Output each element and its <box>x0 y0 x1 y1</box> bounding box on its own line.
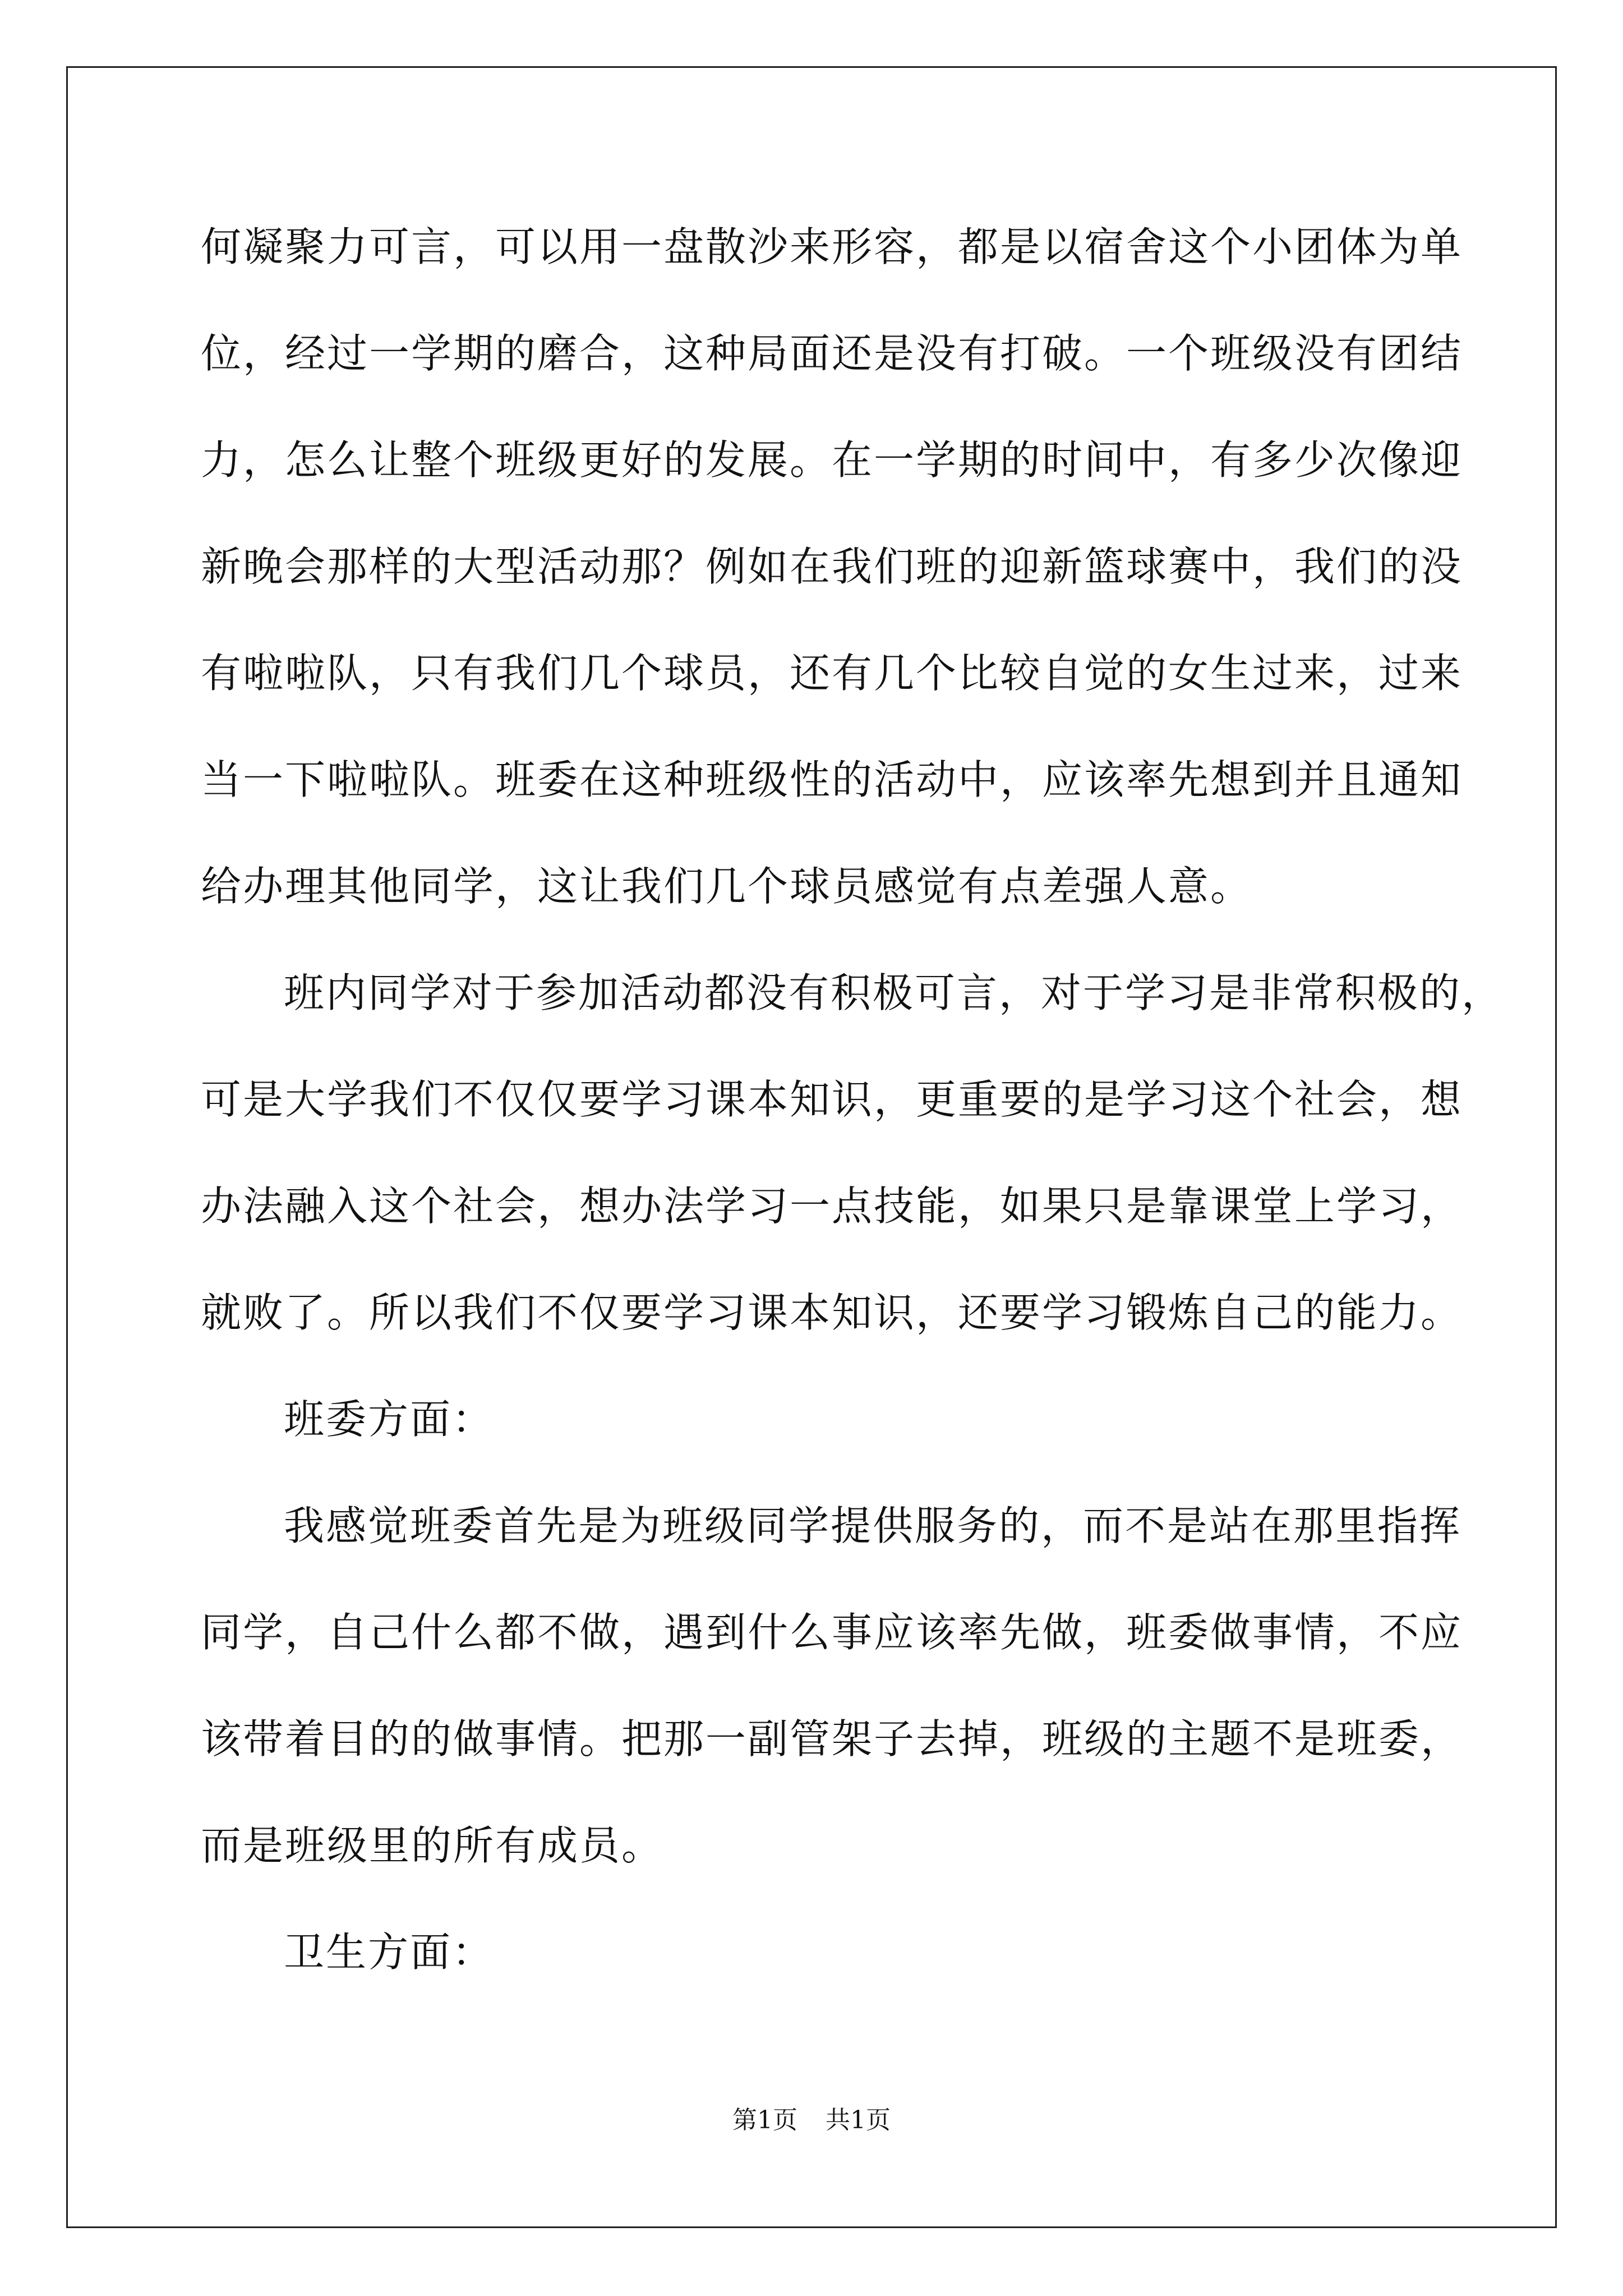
text-line: 可是大学我们不仅仅要学习课本知识，更重要的是学习这个社会，想 <box>201 1076 1463 1123</box>
text-line: 当一下啦啦队。班委在这种班级性的活动中，应该率先想到并且通知 <box>201 756 1463 803</box>
paragraph-first-line: 班内同学对于参加活动都没有积极可言，对于学习是非常积极的， <box>284 969 1504 1016</box>
page-number: 第1页 <box>732 2106 797 2134</box>
text-line: 给办理其他同学，这让我们几个球员感觉有点差强人意。 <box>201 863 1253 910</box>
section-heading: 卫生方面： <box>284 1929 495 1976</box>
text-line: 何凝聚力可言，可以用一盘散沙来形容，都是以宿舍这个小团体为单 <box>201 223 1463 270</box>
page-footer <box>0 2101 1623 2140</box>
text-line: 新晚会那样的大型活动那？例如在我们班的迎新篮球赛中，我们的没 <box>201 543 1463 590</box>
text-line: 位，经过一学期的磨合，这种局面还是没有打破。一个班级没有团结 <box>201 330 1463 377</box>
page-border <box>66 66 1557 2228</box>
text-line: 同学，自己什么都不做，遇到什么事应该率先做，班委做事情，不应 <box>201 1609 1463 1656</box>
text-line: 该带着目的的做事情。把那一副管架子去掉，班级的主题不是班委， <box>201 1715 1463 1763</box>
text-line: 力，怎么让整个班级更好的发展。在一学期的时间中，有多少次像迎 <box>201 436 1463 484</box>
text-line: 有啦啦队，只有我们几个球员，还有几个比较自觉的女生过来，过来 <box>201 650 1463 697</box>
text-line: 而是班级里的所有成员。 <box>201 1822 664 1869</box>
section-heading: 班委方面： <box>284 1396 495 1443</box>
text-line: 就败了。所以我们不仅要学习课本知识，还要学习锻炼自己的能力。 <box>201 1289 1463 1336</box>
paragraph-first-line: 我感觉班委首先是为班级同学提供服务的，而不是站在那里指挥 <box>284 1502 1462 1549</box>
text-line: 办法融入这个社会，想办法学习一点技能，如果只是靠课堂上学习， <box>201 1182 1463 1230</box>
page-total: 共1页 <box>826 2106 891 2134</box>
